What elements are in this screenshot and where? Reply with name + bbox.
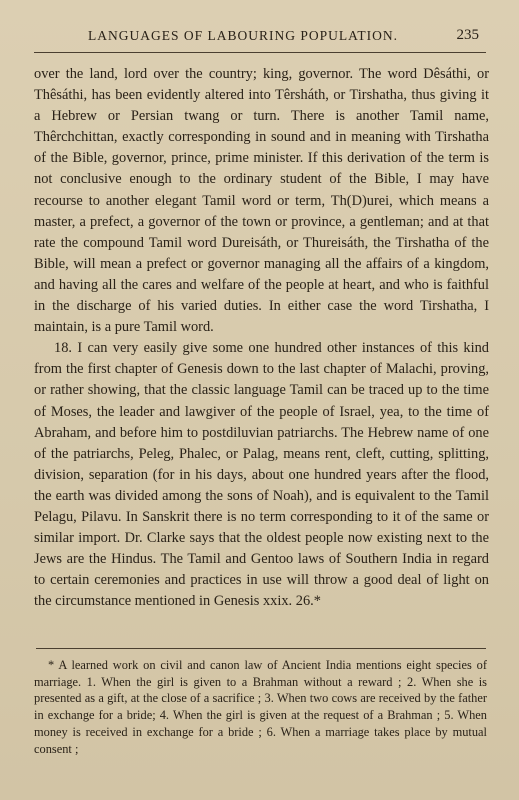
body-text — [34, 64, 489, 612]
footnote-rule — [36, 648, 486, 649]
paragraph-18: 18. I can very easily give some one hundred other instances of this kind from the first chapter of Genesis down to the last chapter of Malachi, proving, or rather showing, that the classic language Tamil can be traced up to the time of Moses, the leader and lawgiver of the people of Israel, yea, to the time of Abraham, and before him to postdiluvian patriarchs. The Hebrew name of one of the patriarchs, Peleg, Phalec, or Palag, means rent, cleft, cutting, splitting, division, separation (for in his days, about one hundred years after the flood, the earth was divided among the sons of Noah), and is equivalent to the Tamil Pelagu, Pilavu. In Sanskrit there is no term corresponding to it of the same or similar import. Dr. Clarke says that the oldest people now existing next to the Jews are the Hindus. The Tamil and Gentoo laws of Southern India in regard to certain ceremonies and practices in use will throw a good deal of light on the circumstance mentioned in Genesis xxix. 26.* — [34, 340, 489, 610]
paragraph-continued: over the land, lord over the country; king, governor. The word Dêsáthi, or Thêsáthi, has been evidently altered into Têrsháth, or Tirshatha, thus giving it a Hebrew or Persian twang or turn. There is another Tamil name, Thêrchchittan, exactly corresponding in sound and in meaning with Tirshatha of the Bible, governor, prince, prime minister. If this derivation of the term is not conclusive enough to the ordinary student of the Bible, I may have recourse to another elegant Tamil word or term, Th(D)urei, which means a master, a prefect, a governor of the town or province, a gentleman; and at that rate the compound Tamil word Dureisáth, or Thureisáth, the Tirshatha of the Bible, will mean a prefect or governor managing all the affairs of a kingdom, and having all the cares and welfare of the people at heart, and who is faithful in the discharge of his varied duties. In either case the word Tirshatha, I maintain, is a pure Tamil word. — [34, 66, 489, 336]
footnote: * A learned work on civil and canon law of Ancient India mentions eight species of marriage. 1. When the girl is given to a Brahman without a reward ; 2. When she is presented as a gift, at the close of a sacrifice ; 3. When two cows are received by the father in exchange for a bride; 4. When the girl is given at the request of a Brahman ; 5. When money is received in exchange for a bride ; 6. When a marriage takes place by mutual consent ; — [34, 658, 487, 756]
header-rule — [34, 52, 486, 53]
page-number: 235 — [456, 27, 479, 43]
running-title: LANGUAGES OF LABOURING POPULATION. — [88, 28, 399, 43]
